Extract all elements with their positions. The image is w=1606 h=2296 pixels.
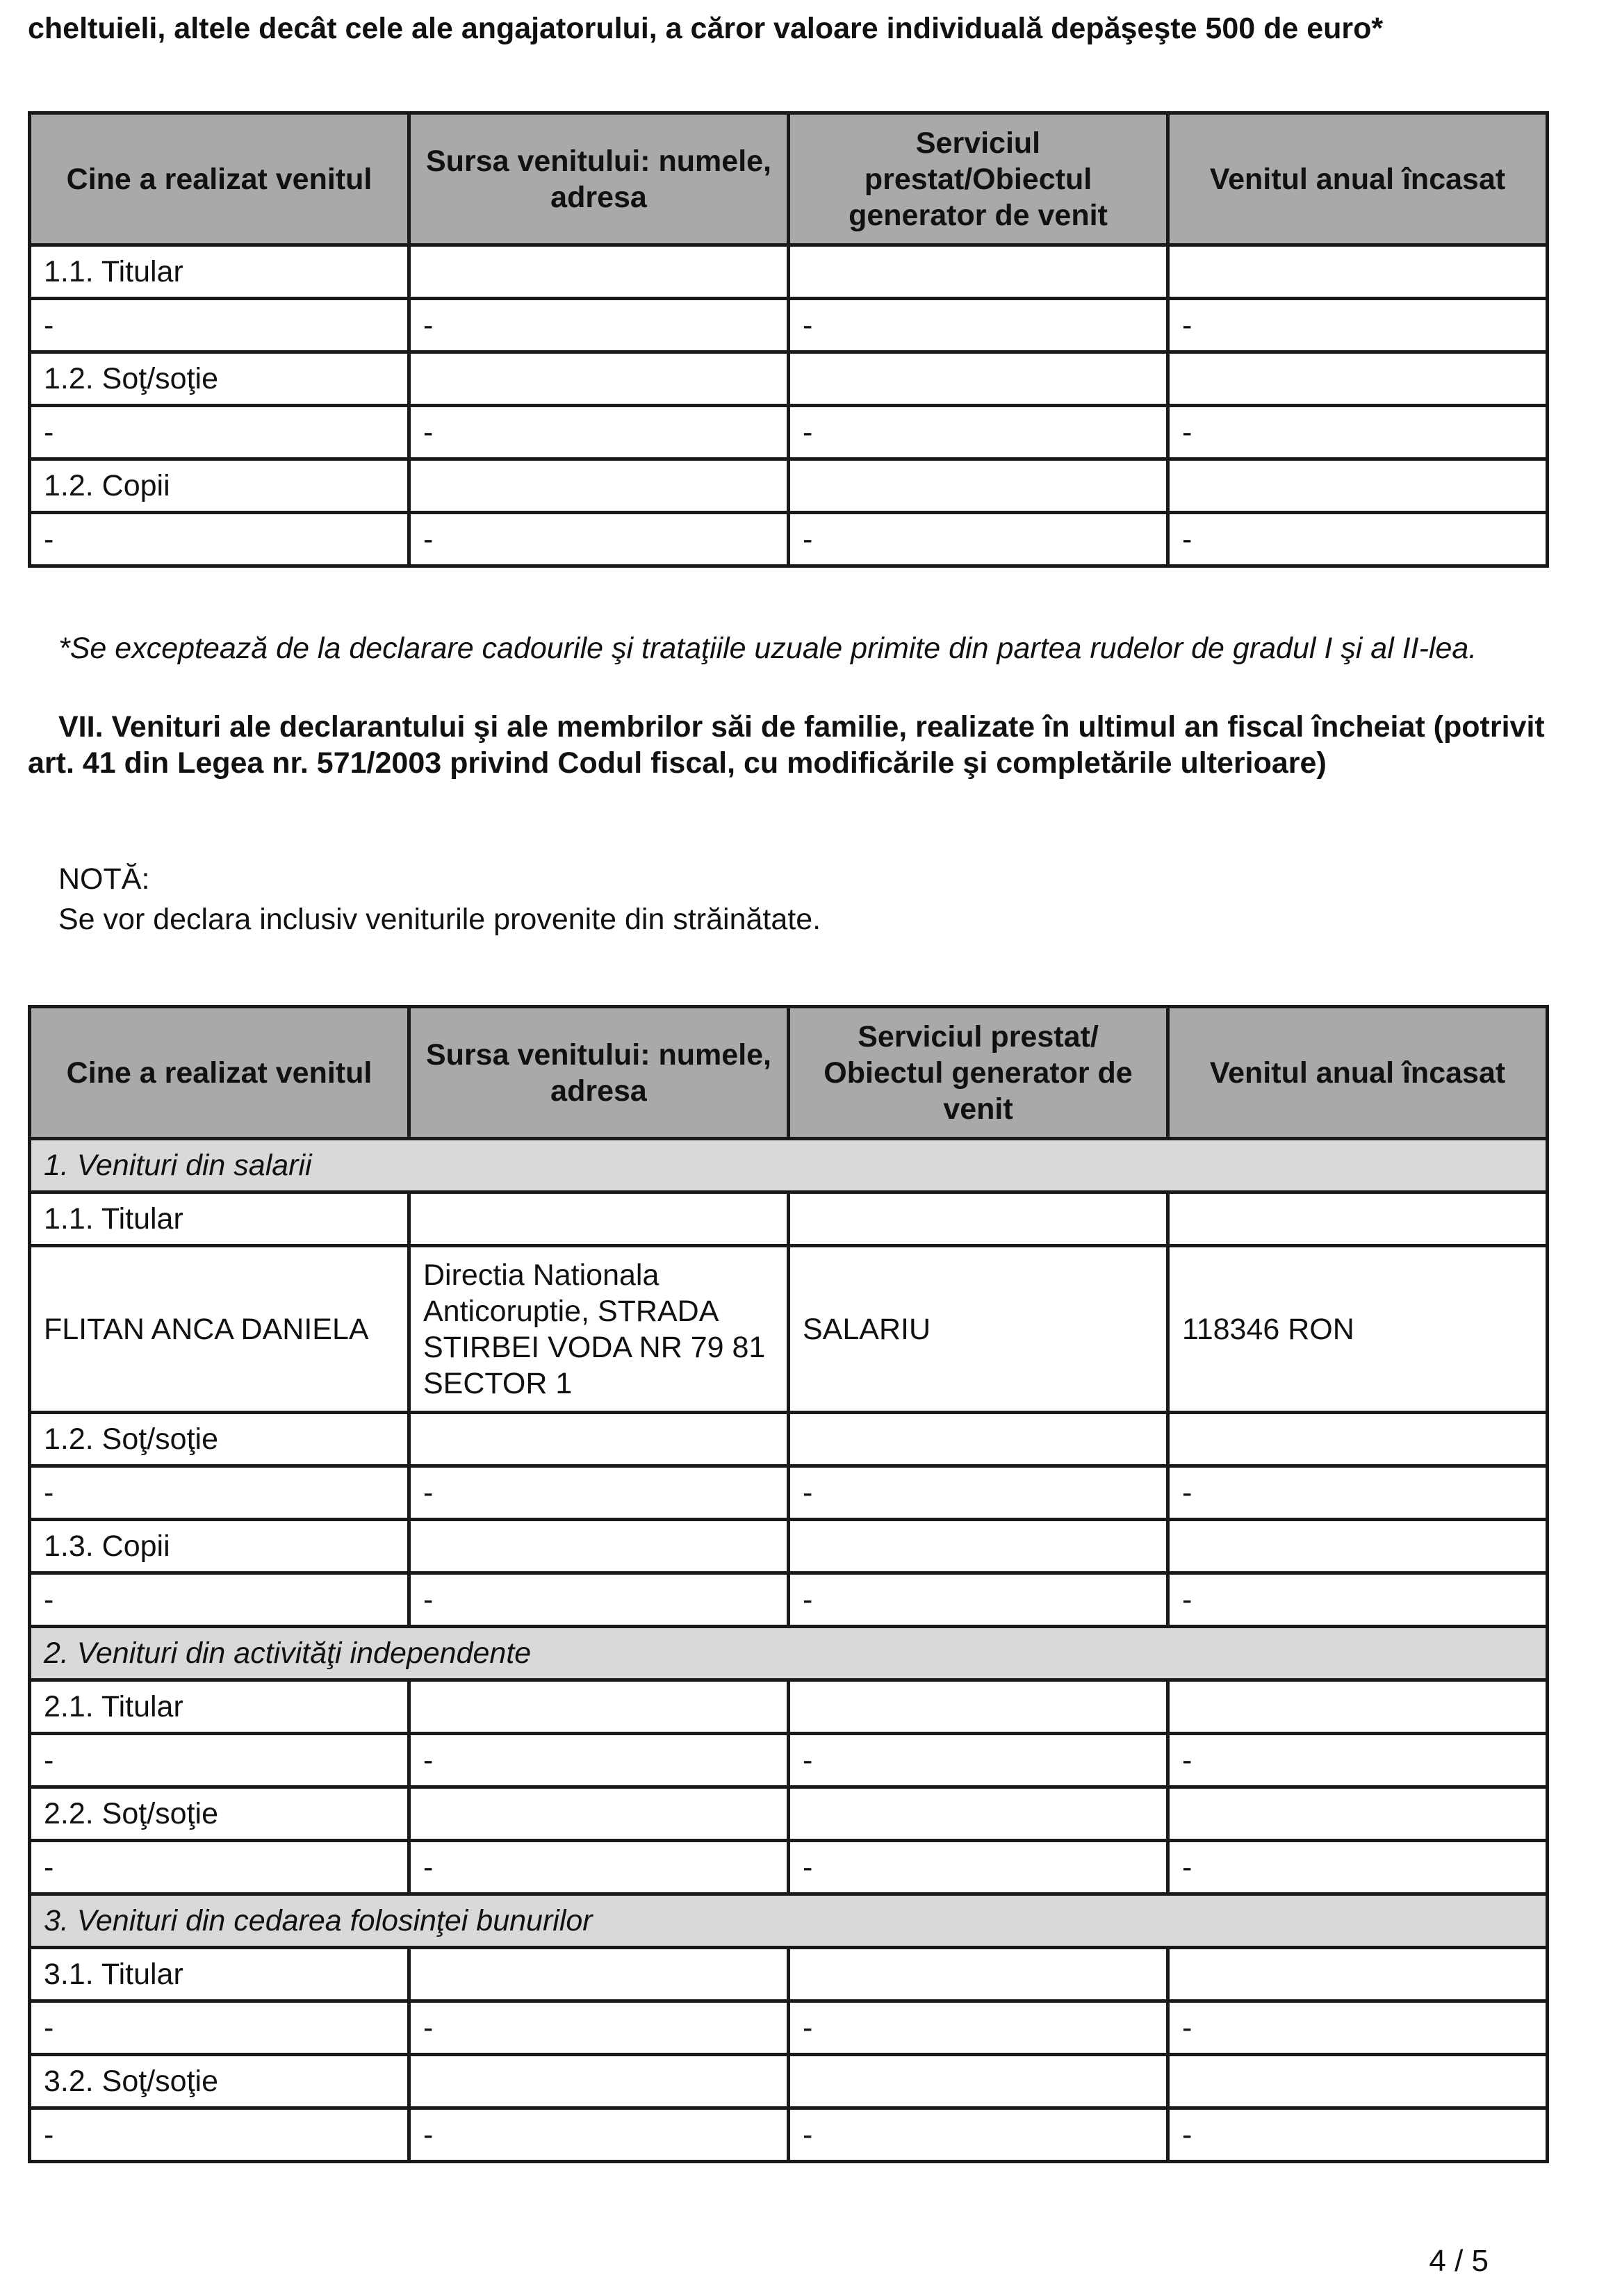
table-cell: - (30, 2108, 409, 2162)
table-cell: 2.1. Titular (30, 1680, 409, 1734)
section-title-cell: 3. Venituri din cedarea folosinţei bunurilor (30, 1894, 1548, 1948)
table-cell: - (1168, 1841, 1548, 1894)
section-heading-continued: cheltuieli, altele decât cele ale angajatorului, a căror valoare individuală depăşeşte 500 de euro* (28, 12, 1384, 45)
table-row (30, 1466, 1548, 1520)
table-row (30, 513, 1548, 566)
table-cell: - (789, 299, 1168, 352)
table-cell (789, 459, 1168, 513)
table-cell: SALARIU (789, 1246, 1168, 1413)
column-header-source: Sursa venitului: numele, adresa (409, 113, 789, 245)
table-cell (1168, 352, 1548, 406)
table-cell: - (30, 1841, 409, 1894)
table-cell (409, 1680, 789, 1734)
table-header-row (30, 113, 1548, 245)
table-cell: - (789, 2108, 1168, 2162)
section-title-cell: 2. Venituri din activităţi independente (30, 1627, 1548, 1680)
table-cell: - (1168, 513, 1548, 566)
section-row (30, 1627, 1548, 1680)
table-cell (789, 1413, 1168, 1466)
table-row (30, 2108, 1548, 2162)
table-cell: - (409, 2108, 789, 2162)
table-cell (789, 1192, 1168, 1246)
gifts-income-table (28, 111, 1549, 568)
column-header-source: Sursa venitului: numele, adresa (409, 1007, 789, 1139)
nota-text: Se vor declara inclusiv veniturile provenite din străinătate. (58, 903, 821, 936)
table-cell: - (1168, 2001, 1548, 2055)
table-cell: - (30, 299, 409, 352)
table-cell (1168, 1192, 1548, 1246)
table-header-row (30, 1007, 1548, 1139)
table-cell: - (30, 406, 409, 459)
column-header-annual-income: Venitul anual încasat (1168, 1007, 1548, 1139)
table-cell: - (789, 406, 1168, 459)
table-cell: - (409, 1734, 789, 1787)
section-row (30, 1139, 1548, 1192)
table-row (30, 406, 1548, 459)
nota-label: NOTĂ: (58, 862, 150, 896)
table-cell: - (409, 513, 789, 566)
column-header-who: Cine a realizat venitul (30, 113, 409, 245)
table-cell: - (789, 1734, 1168, 1787)
table-cell (409, 459, 789, 513)
table-cell: - (789, 1466, 1168, 1520)
table-row (30, 299, 1548, 352)
table-cell (409, 1787, 789, 1841)
table-row (30, 2001, 1548, 2055)
section-row (30, 1894, 1548, 1948)
table-cell: - (30, 513, 409, 566)
table-cell: - (409, 1466, 789, 1520)
table-cell: - (30, 1734, 409, 1787)
table-cell: 1.2. Soţ/soţie (30, 352, 409, 406)
table-cell: 1.2. Soţ/soţie (30, 1413, 409, 1466)
table-row (30, 1413, 1548, 1466)
table-cell (789, 1787, 1168, 1841)
table-cell: - (789, 1841, 1168, 1894)
column-header-service: Serviciul prestat/ Obiectul generator de venit (789, 1007, 1168, 1139)
table-cell (1168, 459, 1548, 513)
table-cell (1168, 2055, 1548, 2108)
table-row (30, 1680, 1548, 1734)
table-cell (789, 2055, 1168, 2108)
table-cell (789, 245, 1168, 299)
table-cell: - (789, 513, 1168, 566)
table-cell: - (30, 1466, 409, 1520)
table-cell: 2.2. Soţ/soţie (30, 1787, 409, 1841)
table-cell: FLITAN ANCA DANIELA (30, 1246, 409, 1413)
table-row (30, 1246, 1548, 1413)
table-cell: - (409, 2001, 789, 2055)
table-cell (1168, 245, 1548, 299)
table-cell (1168, 1787, 1548, 1841)
table-cell: - (1168, 406, 1548, 459)
table-cell: Directia Nationala Anticoruptie, STRADA STIRBEI VODA NR 79 81 SECTOR 1 (409, 1246, 789, 1413)
table-cell: - (1168, 2108, 1548, 2162)
table-cell: 1.3. Copii (30, 1520, 409, 1573)
table-cell (1168, 1680, 1548, 1734)
table-cell: - (30, 2001, 409, 2055)
table-cell (1168, 1948, 1548, 2001)
table-cell: - (1168, 1734, 1548, 1787)
table-row (30, 352, 1548, 406)
table-row (30, 1573, 1548, 1627)
table-cell (409, 352, 789, 406)
table-cell (409, 245, 789, 299)
table-cell: 1.1. Titular (30, 245, 409, 299)
table-cell (789, 1680, 1168, 1734)
table-row (30, 245, 1548, 299)
table-cell: - (409, 299, 789, 352)
table-cell (409, 1520, 789, 1573)
table-row (30, 1948, 1548, 2001)
table-cell: - (1168, 299, 1548, 352)
table-cell (789, 352, 1168, 406)
table-cell: - (789, 2001, 1168, 2055)
table-cell: - (409, 1573, 789, 1627)
table-cell: - (1168, 1573, 1548, 1627)
table-cell (789, 1948, 1168, 2001)
column-header-who: Cine a realizat venitul (30, 1007, 409, 1139)
column-header-annual-income: Venitul anual încasat (1168, 113, 1548, 245)
table-cell (409, 2055, 789, 2108)
section-vii-title: VII. Venituri ale declarantului şi ale membrilor săi de familie, realizate în ultimul an fiscal încheiat (potrivit art. 41 din Legea nr. 571/2003 privind Codul fiscal, cu modificările şi completările ulterioare) (28, 710, 1545, 780)
table-cell: 1.2. Copii (30, 459, 409, 513)
income-table (28, 1005, 1549, 2163)
table-cell: 1.1. Titular (30, 1192, 409, 1246)
table-cell: - (409, 1841, 789, 1894)
section-title-cell: 1. Venituri din salarii (30, 1139, 1548, 1192)
table-cell (1168, 1520, 1548, 1573)
table-row (30, 1787, 1548, 1841)
table-cell: - (1168, 1466, 1548, 1520)
table-row (30, 1841, 1548, 1894)
table-cell: - (409, 406, 789, 459)
table-cell (409, 1192, 789, 1246)
table-cell (409, 1413, 789, 1466)
table-cell (789, 1520, 1168, 1573)
table-row (30, 1192, 1548, 1246)
page-number: 4 / 5 (1429, 2244, 1489, 2278)
table-cell: 118346 RON (1168, 1246, 1548, 1413)
table-cell: 3.2. Soţ/soţie (30, 2055, 409, 2108)
footnote: *Se exceptează de la declarare cadourile şi trataţiile uzuale primite din partea rudelor de gradul I şi al II-lea. (58, 632, 1477, 665)
nota-block (58, 859, 1546, 940)
table-cell: - (30, 1573, 409, 1627)
table-row (30, 1520, 1548, 1573)
table-cell: 3.1. Titular (30, 1948, 409, 2001)
table-row (30, 459, 1548, 513)
table-row (30, 2055, 1548, 2108)
column-header-service: Serviciul prestat/Obiectul generator de venit (789, 113, 1168, 245)
table-cell: - (789, 1573, 1168, 1627)
table-row (30, 1734, 1548, 1787)
table-cell (1168, 1413, 1548, 1466)
table-cell (409, 1948, 789, 2001)
